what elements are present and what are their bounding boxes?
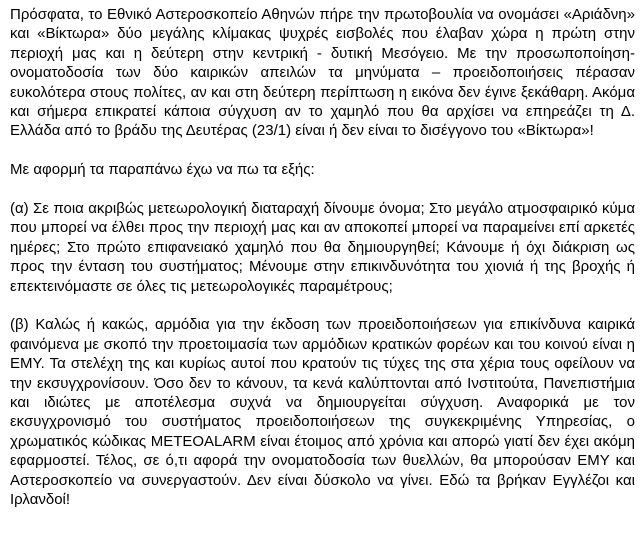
paragraph-lead-in: Με αφορμή τα παραπάνω έχω να πω τα εξής: [10,161,315,179]
paragraph-spacer [10,296,635,315]
paragraph-intro: Πρόσφατα, το Εθνικό Αστεροσκοπείο Αθηνών πήρε την πρωτοβουλία να ονομάσει «Αριάδνη» και «Βίκτωρα» δύο μεγάλης κλίμακας ψυχρές εισβολές που έλαβαν χώρα η πρώτη στην περιοχή μας και η δεύτερη στην κεντρική - δυτική Μεσόγειο. Με την προσωποποίηση-ονοματοδοσία των δύο καιρικών απειλών τα μηνύματα – προειδοποιήσεις πέρασαν ευκολότερα στους πολίτες, αν και στη δεύτερη περίπτωση η εικόνα δεν έγινε ξεκάθαρη. Ακόμα και σήμερα επικρατεί κάποια σύγχυση αν το χαμηλό που θα αρχίσει να επηρεάζει τη Δ. Ελλάδα από το βράδυ της Δευτέρας (23/1) είναι ή δεν είναι το δισέγγονο του «Βίκτωρα»! [10,6,635,140]
paragraph-spacer [10,180,635,199]
paragraph-point-a: (α) Σε ποια ακριβώς μετεωρολογική διαταραχή δίνουμε όνομα; Στο μεγάλο ατμοσφαιρικό κύμα που μπορεί να έλθει προς την περιοχή μας και αν αποκοπεί μπορεί να παραμείνει επί αρκετές ημέρες; Στο πρώτο επιφανειακό χαμηλό που θα δημιουργηθεί; Κάνουμε ή όχι διάκριση ως προς την ένταση του συστήματος; Μένουμε στην επικινδυνότητα του χιονιά ή της βροχής ή επεκτεινόμαστε σε όλες τις μετεωρολογικές παραμέτρους; [10,200,635,295]
paragraph-spacer [10,141,635,160]
article-body [10,5,635,510]
paragraph-point-b: (β) Καλώς ή κακώς, αρμόδια για την έκδοση των προειδοποιήσεων για επικίνδυνα καιρικά φαινόμενα με σκοπό την προετοιμασία των αρμόδιων κρατικών φορέων και του κοινού είναι η ΕΜΥ. Τα στελέχη της και κυρίως αυτοί που κρατούν τις τύχες της στα χέρια τους οφείλουν να την εκσυγχρονίσουν. Όσο δεν το κάνουν, τα κενά καλύπτονται από Ινστιτούτα, Πανεπιστήμια και ιδιώτες με αποτέλεσμα συχνά να δημιουργείται σύγχυση. Αναφορικά με τον εκσυγχρονισμό του συστήματος προειδοποιήσεων της συγκεκριμένης Υπηρεσίας, ο χρωματικός κώδικας METEOALARM είναι έτοιμος από χρόνια και απορώ γιατί δεν έχει ακόμη εφαρμοστεί. Τέλος, σε ό,τι αφορά την ονοματοδοσία των θυελλών, θα μπορούσαν ΕΜΥ και Αστεροσκοπείο να συνεργαστούν. Δεν είναι δύσκολο να γίνει. Εδώ τα βρήκαν Εγγλέζοι και Ιρλανδοί! [10,316,635,509]
